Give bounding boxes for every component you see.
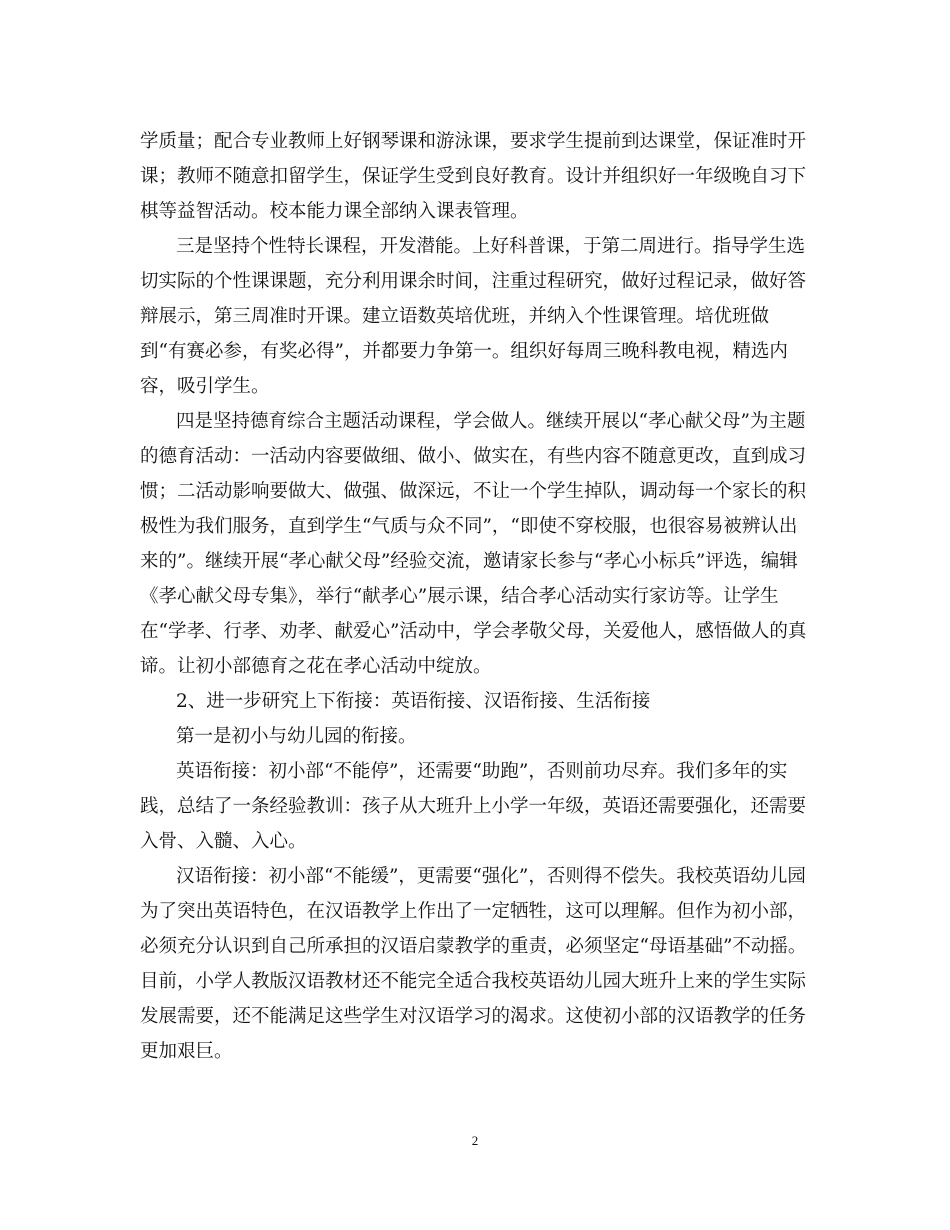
text-line: 来的”。继续开展“孝心献父母”经验交流，邀请家长参与“孝心小标兵”评选，编辑 — [140, 551, 798, 572]
paragraph-start: 三是坚持个性特长课程，开发潜能。上好科普课，于第二周进行。指导学生选 — [176, 236, 806, 257]
text-line: 谛。让初小部德育之花在孝心活动中绽放。 — [140, 656, 492, 677]
text-line: 辩展示，第三周准时开课。建立语数英培优班，并纳入个性课管理。培优班做 — [140, 306, 770, 327]
text-line: 更加艰巨。 — [140, 1041, 233, 1062]
text-line: 《孝心献父母专集》，举行“献孝心”展示课，结合孝心活动实行家访等。让学生 — [140, 586, 779, 607]
text-line: 为了突出英语特色，在汉语教学上作出了一定牺牲，这可以理解。但作为初小部， — [140, 901, 807, 922]
text-line: 学质量；配合专业教师上好钢琴课和游泳课，要求学生提前到达课堂，保证准时开 — [140, 131, 807, 152]
text-line: 课；教师不随意扣留学生，保证学生受到良好教育。设计并组织好一年级晚自习下 — [140, 166, 807, 187]
text-line: 极性为我们服务，直到学生“气质与众不同”，“即使不穿校服，也很容易被辨认出 — [140, 516, 798, 537]
text-line: 的德育活动：一活动内容要做细、做小、做实在，有些内容不随意更改，直到成习 — [140, 446, 807, 467]
text-line: 容，吸引学生。 — [140, 376, 270, 397]
paragraph-start: 英语衔接：初小部“不能停”，还需要“助跑”，否则前功尽弃。我们多年的实 — [176, 761, 788, 782]
text-line: 惯；二活动影响要做大、做强、做深远，不让一个学生掉队，调动每一个家长的积 — [140, 481, 807, 502]
text-line: 践，总结了一条经验教训：孩子从大班升上小学一年级，英语还需要强化，还需要 — [140, 796, 807, 817]
text-line: 到“有赛必参，有奖必得”，并都要力争第一。组织好每周三晚科教电视，精选内 — [140, 341, 788, 362]
text-line: 必须充分认识到自己所承担的汉语启蒙教学的重责，必须坚定“母语基础”不动摇。 — [140, 936, 807, 957]
text-line: 棋等益智活动。校本能力课全部纳入课表管理。 — [140, 201, 529, 222]
text-line: 发展需要，还不能满足这些学生对汉语学习的渴求。这使初小部的汉语教学的任务 — [140, 1006, 807, 1027]
text-line: 入骨、入髓、入心。 — [140, 831, 307, 852]
paragraph-start: 汉语衔接：初小部“不能缓”，更需要“强化”，否则得不偿失。我校英语幼儿园 — [176, 866, 806, 887]
paragraph-start: 第一是初小与幼儿园的衔接。 — [176, 726, 417, 747]
page-number: 2 — [471, 1133, 479, 1148]
text-line: 切实际的个性课课题，充分利用课余时间，注重过程研究，做好过程记录，做好答 — [140, 271, 807, 292]
section-heading: 2、进一步研究上下衔接：英语衔接、汉语衔接、生活衔接 — [176, 691, 651, 712]
text-line: 在“学孝、行孝、劝孝、献爱心”活动中，学会孝敬父母，关爱他人，感悟做人的真 — [140, 621, 807, 642]
text-line: 目前，小学人教版汉语教材还不能完全适合我校英语幼儿园大班升上来的学生实际 — [140, 971, 807, 992]
paragraph-start: 四是坚持德育综合主题活动课程，学会做人。继续开展以“孝心献父母”为主题 — [176, 411, 806, 432]
